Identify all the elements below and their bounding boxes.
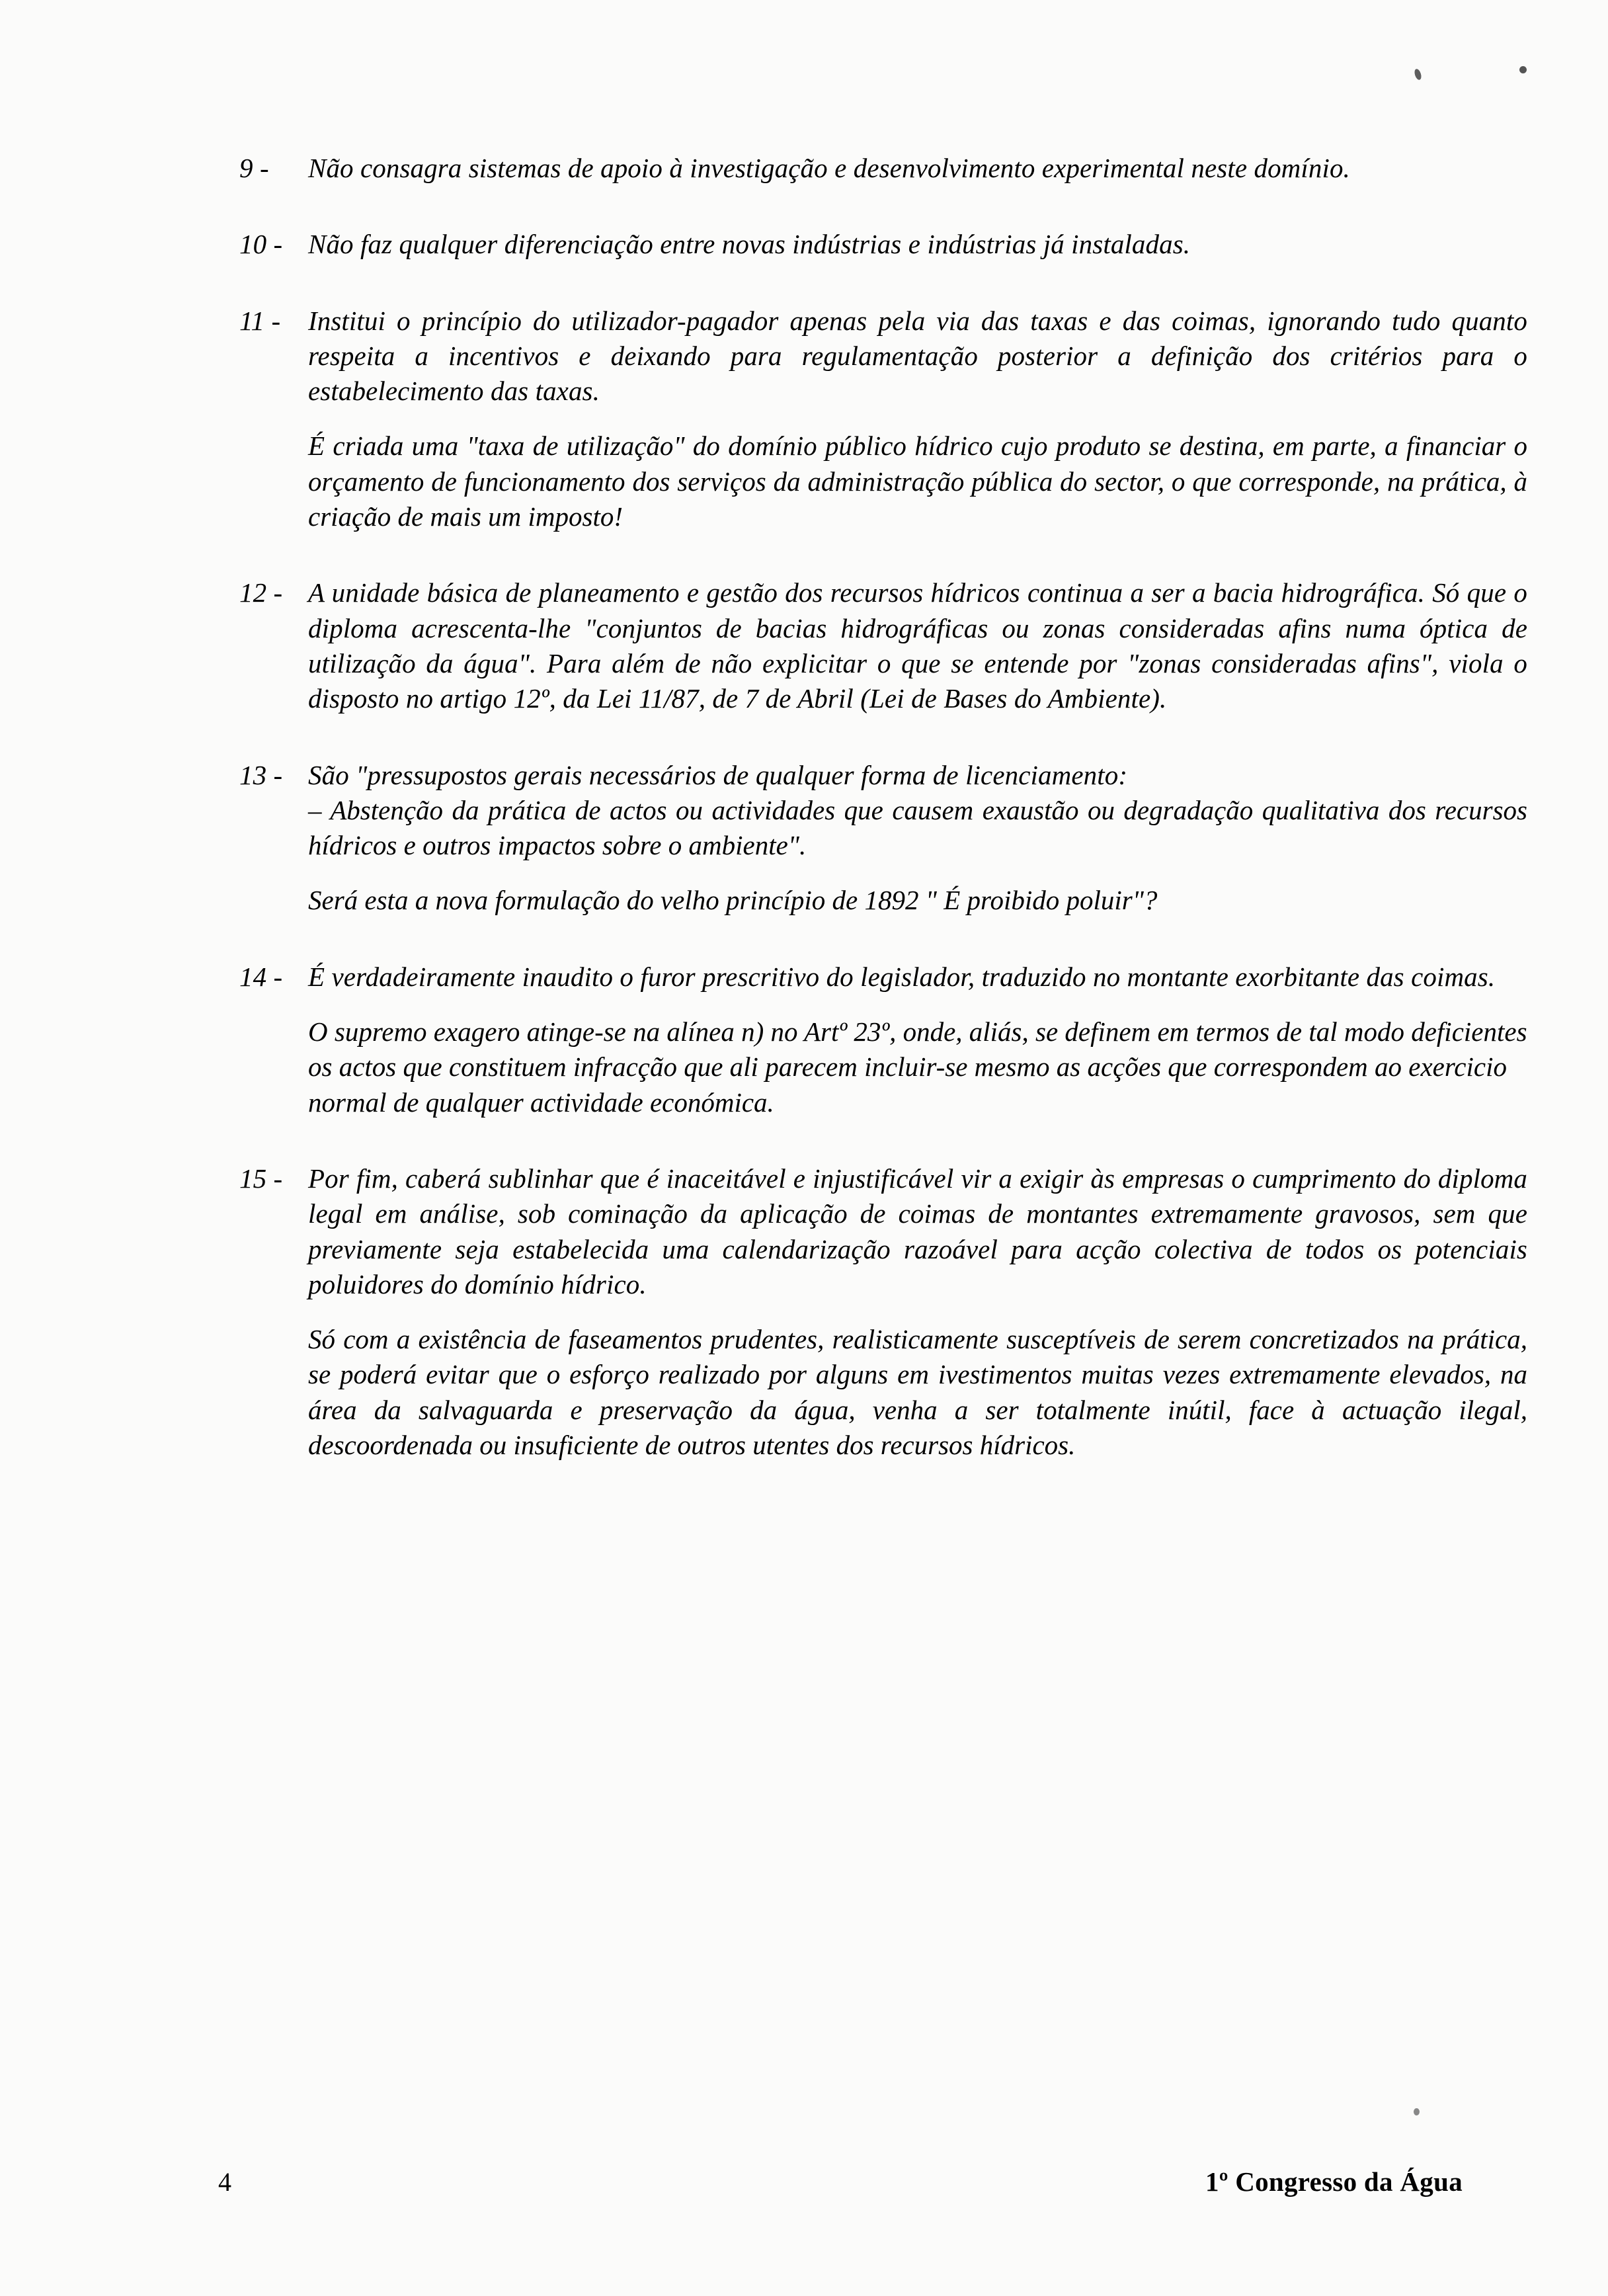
spacer xyxy=(239,1302,1527,1322)
document-body xyxy=(239,151,1527,1463)
scan-artifact-icon xyxy=(1519,66,1527,73)
list-item xyxy=(239,151,1527,186)
list-item-number: 15 - xyxy=(239,1163,283,1194)
list-item-text: Não faz qualquer diferenciação entre novas indústrias e indústrias já instaladas. xyxy=(308,229,1191,260)
spacer xyxy=(239,717,1527,758)
list-item xyxy=(239,227,1527,262)
scan-artifact-icon xyxy=(1414,68,1423,81)
footer-congress-title: 1º Congresso da Água xyxy=(1205,2166,1463,2197)
list-item-subparagraph: Será esta a nova formulação do velho princípio de 1892 " É proibido poluir"? xyxy=(308,885,1158,916)
list-item-subparagraph: É criada uma "taxa de utilização" do domínio público hídrico cujo produto se destina, em parte, a financiar o orçamento de funcionamento dos serviços da administração pública do sector, o que corresponde, na prática, à criação de mais um imposto! xyxy=(308,430,1527,532)
list-item-dash-entry xyxy=(308,793,1527,864)
list-item-text: É verdadeiramente inaudito o furor prescritivo do legislador, traduzido no montante exorbitante das coimas. xyxy=(308,961,1496,992)
list-item-subparagraph: Só com a existência de faseamentos prudentes, realisticamente susceptíveis de serem concretizados na prática, se poderá evitar que o esforço realizado por alguns em ivestimentos muitas vezes extremamente elevados, na área da salvaguarda e preservação da água, venha a ser totalmente inútil, face à actuação ilegal, descoordenada ou insuficiente de outros utentes dos recursos hídricos. xyxy=(308,1324,1527,1461)
list-item-number: 9 - xyxy=(239,153,269,183)
scan-artifact-icon xyxy=(1414,2108,1420,2115)
list-item-text: Não consagra sistemas de apoio à investigação e desenvolvimento experimental neste domínio. xyxy=(308,153,1350,183)
list-item xyxy=(239,1161,1527,1302)
list-item-text: Institui o princípio do utilizador-pagador apenas pela via das taxas e das coimas, ignorando tudo quanto respeita a incentivos e deixando para regulamentação posterior a definição dos critérios para o estabelecimento das taxas. xyxy=(308,305,1527,407)
page-footer xyxy=(218,2166,1463,2197)
spacer xyxy=(239,534,1527,575)
list-item-text: Por fim, caberá sublinhar que é inaceitável e injustificável vir a exigir às empresas o cumprimento do diploma legal em análise, sob cominação da aplicação de coimas de montantes extremamente gravosos, sem que previamente seja estabelecida uma calendarização razoável para acção colectiva de todos os potenciais poluidores do domínio hídrico. xyxy=(308,1163,1527,1299)
list-item-number: 13 - xyxy=(239,759,283,790)
spacer xyxy=(239,863,1527,883)
list-item xyxy=(239,960,1527,995)
list-item-subparagraph: O supremo exagero atinge-se na alínea n) no Artº 23º, onde, aliás, se definem em termos de tal modo deficientes os actos que constituem infracção que ali parecem incluir-se mesmo as acções que correspondem ao exercicio normal de qualquer actividade económica. xyxy=(308,1016,1527,1118)
page-number: 4 xyxy=(218,2167,231,2197)
list-item-number: 10 - xyxy=(239,229,283,260)
spacer xyxy=(239,263,1527,304)
spacer xyxy=(239,409,1527,429)
list-item-text: A unidade básica de planeamento e gestão dos recursos hídricos continua a ser a bacia hidrográfica. Só que o diploma acrescenta-lhe "conjuntos de bacias hidrográficas ou zonas consideradas afins numa óptica de utilização da água". Para além de não explicitar o que se entende por "zonas consideradas afins", viola o disposto no artigo 12º, da Lei 11/87, de 7 de Abril (Lei de Bases do Ambiente). xyxy=(308,577,1527,714)
list-item-number: 12 - xyxy=(239,577,283,608)
list-item xyxy=(239,304,1527,409)
spacer xyxy=(239,919,1527,960)
list-item-dash-text: – Abstenção da prática de actos ou actividades que causem exaustão ou degradação qualitativa dos recursos hídricos e outros impactos sobre o ambiente". xyxy=(308,794,1527,861)
list-item-number: 14 - xyxy=(239,961,283,992)
spacer xyxy=(239,995,1527,1014)
spacer xyxy=(239,186,1527,227)
spacer xyxy=(239,1120,1527,1161)
list-item-number: 11 - xyxy=(239,305,281,336)
list-item-text: São "pressupostos gerais necessários de qualquer forma de licenciamento: xyxy=(308,759,1128,790)
list-item xyxy=(239,758,1527,793)
list-item xyxy=(239,575,1527,716)
